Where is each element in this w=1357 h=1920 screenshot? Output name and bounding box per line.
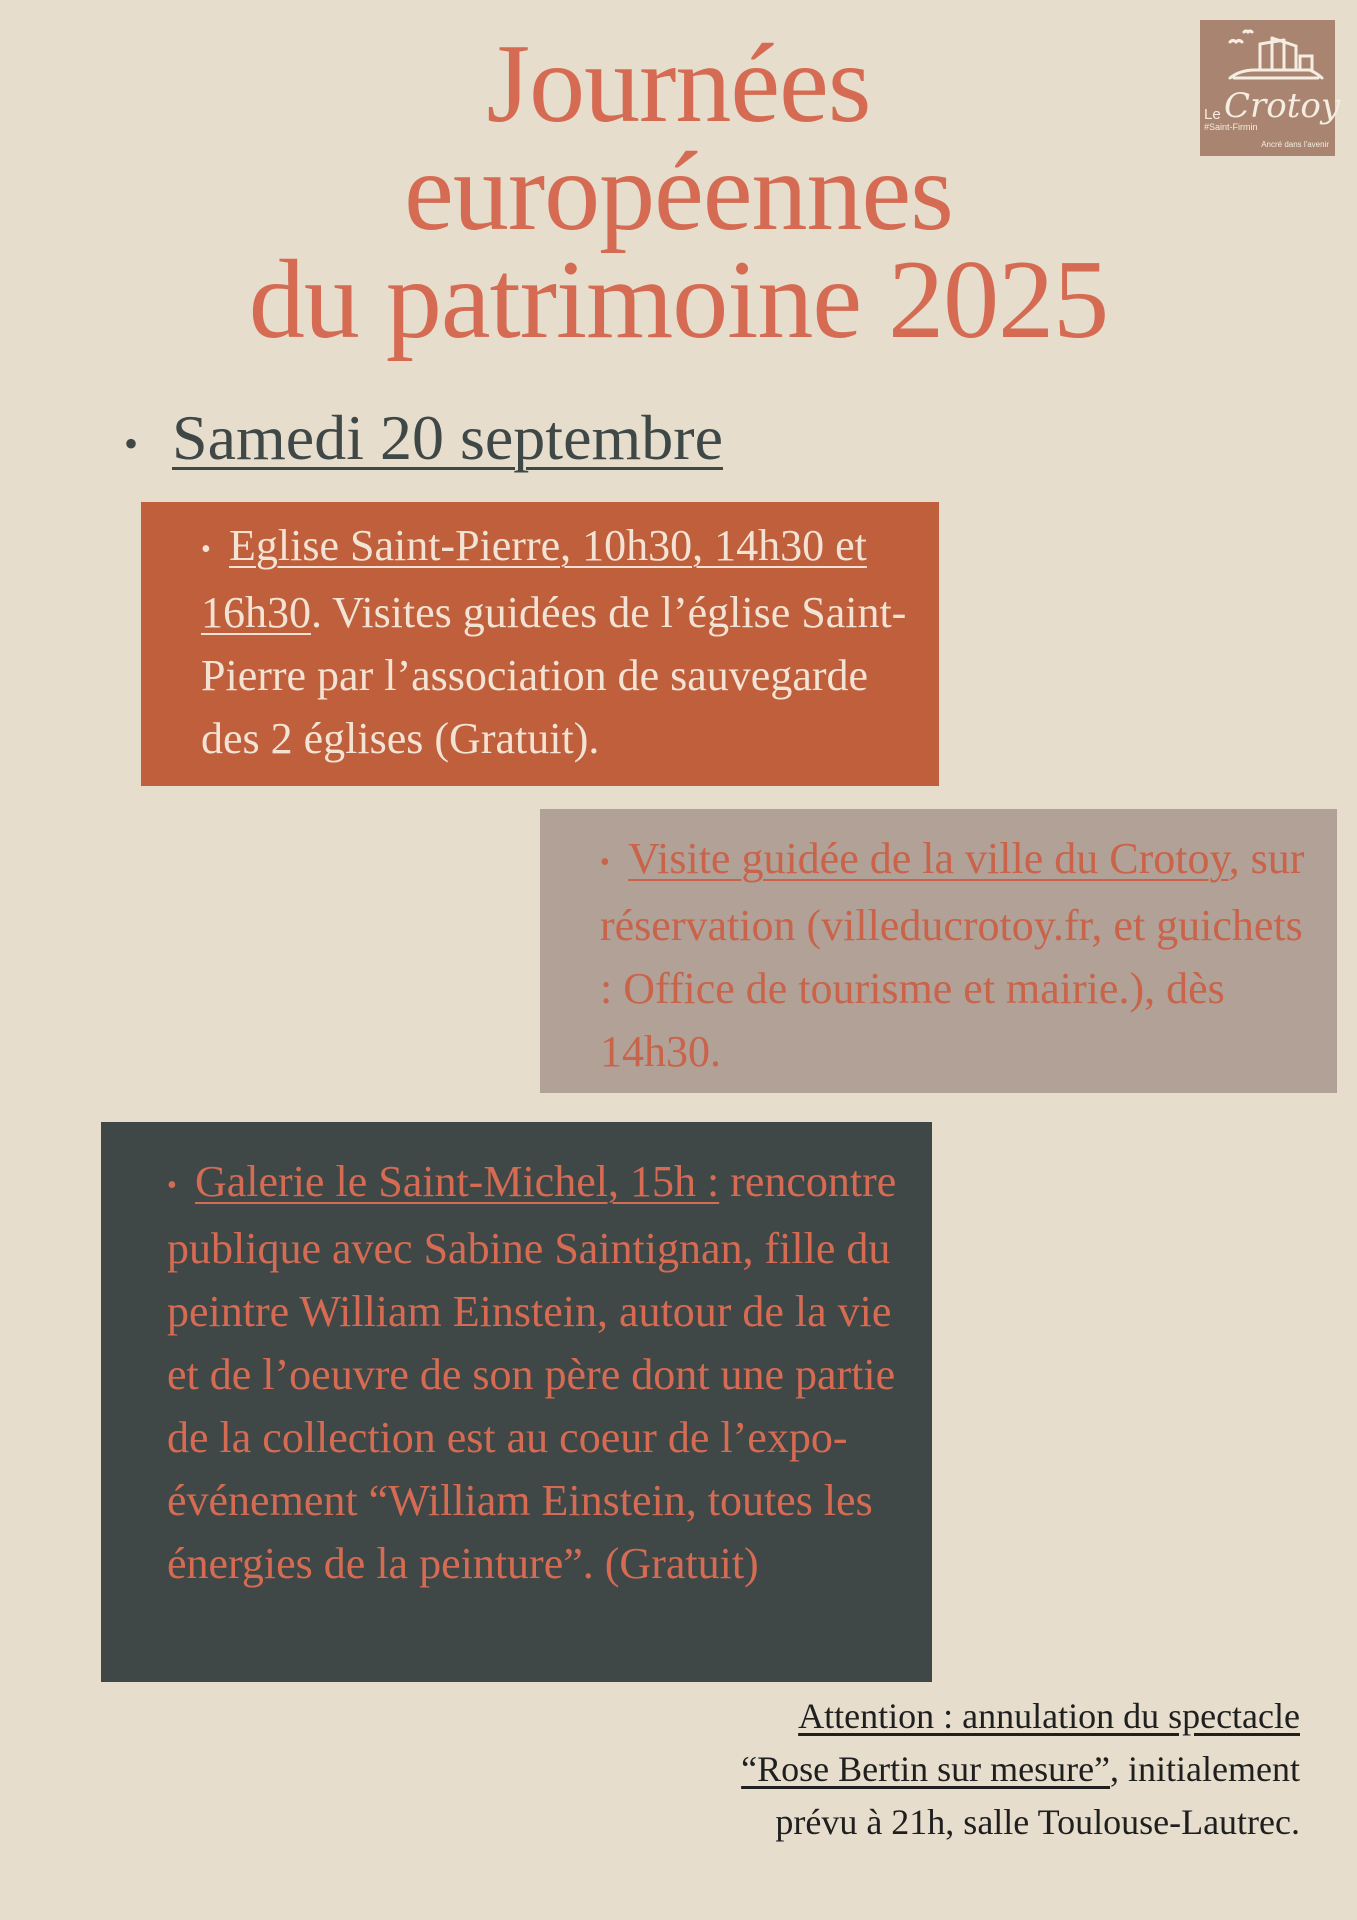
title-line-3: du patrimoine 2025 bbox=[248, 238, 1109, 362]
event-heading: Eglise Saint-Pierre, 10h30, 14h30 et 16h30 bbox=[201, 521, 867, 638]
logo-subtitle: #Saint-Firmin bbox=[1204, 122, 1258, 132]
bullet-icon: • bbox=[600, 847, 610, 879]
event-card-visite-ville bbox=[540, 809, 1337, 1093]
event-description: , sur réservation (villeducrotoy.fr, et guichets : Office de tourisme et mairie.), dès 14h30. bbox=[600, 834, 1305, 1077]
event-heading: Galerie le Saint-Michel, 15h : bbox=[195, 1157, 720, 1206]
day-bullet: • bbox=[124, 421, 139, 467]
logo-le: Le bbox=[1204, 106, 1221, 123]
event-text bbox=[560, 827, 1317, 1083]
title-line-1: Journées bbox=[486, 22, 871, 146]
cancellation-notice bbox=[720, 1690, 1300, 1849]
day-label: Samedi 20 septembre bbox=[172, 402, 723, 473]
event-description: . Visites guidées de l’église Saint-Pierre par l’association de sauvegarde des 2 églises (Gratuit). bbox=[201, 588, 907, 764]
event-card-galerie bbox=[101, 1122, 932, 1682]
poster-title bbox=[120, 22, 1237, 362]
event-card-eglise bbox=[141, 502, 939, 786]
notice-rest: , initialement prévu à 21h, salle Toulouse-Lautrec. bbox=[775, 1749, 1300, 1842]
bullet-icon: • bbox=[167, 1170, 177, 1202]
bullet-icon: • bbox=[201, 534, 211, 566]
event-description: rencontre publique avec Sabine Saintignan, fille du peintre William Einstein, autour de la vie et de l’oeuvre de son père dont une partie de la collection est au coeur de l’expo-événement “William Einstein, toutes les énergies de la peinture”. (Gratuit) bbox=[167, 1157, 897, 1589]
boat-skyline-icon bbox=[1200, 20, 1335, 90]
notice-underlined: Attention : annulation du spectacle “Rose Bertin sur mesure” bbox=[741, 1696, 1300, 1789]
title-line-2: européennes bbox=[404, 130, 953, 254]
event-text bbox=[127, 1150, 906, 1595]
le-crotoy-logo bbox=[1200, 20, 1341, 156]
event-text bbox=[161, 514, 919, 770]
day-heading bbox=[124, 398, 723, 484]
logo-tagline: Ancré dans l'avenir bbox=[1261, 140, 1329, 149]
event-heading: Visite guidée de la ville du Crotoy bbox=[628, 834, 1229, 883]
logo-name: Crotoy bbox=[1224, 86, 1341, 126]
